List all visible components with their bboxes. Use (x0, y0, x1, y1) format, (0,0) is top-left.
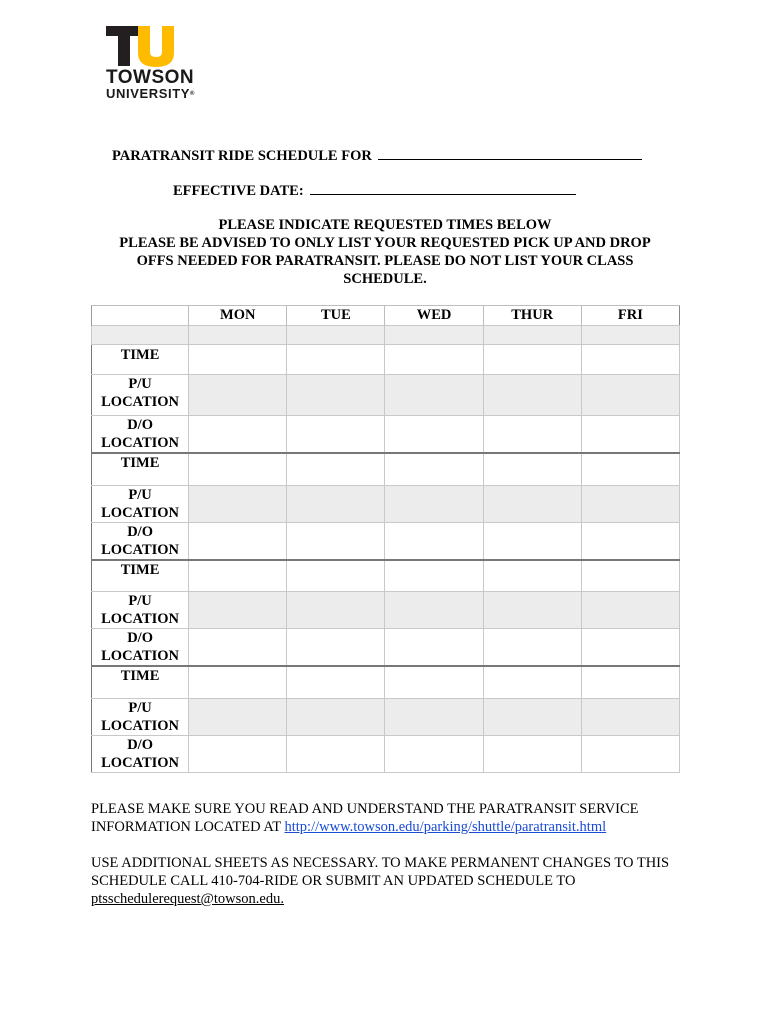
dropoff-cell-thur[interactable] (483, 629, 581, 667)
schedule-for-blank[interactable] (378, 145, 642, 160)
schedule-table (91, 305, 680, 773)
pickup-cell-wed[interactable] (385, 592, 483, 629)
time-cell-fri[interactable] (581, 345, 679, 375)
dropoff-cell-thur[interactable] (483, 416, 581, 454)
dropoff-location-label: D/O LOCATION (92, 416, 189, 454)
time-cell-fri[interactable] (581, 666, 679, 698)
pickup-location-label: P/U LOCATION (92, 698, 189, 735)
schedule-for-label: PARATRANSIT RIDE SCHEDULE FOR (112, 148, 372, 164)
table-row (92, 698, 680, 735)
header-mon: MON (189, 306, 287, 326)
schedule-email[interactable]: ptsschedulerequest@towson.edu. (91, 891, 284, 907)
table-row (92, 666, 680, 698)
time-cell-fri[interactable] (581, 453, 679, 485)
pickup-cell-tue[interactable] (287, 375, 385, 416)
pickup-cell-wed[interactable] (385, 698, 483, 735)
towson-logo (104, 24, 204, 101)
pickup-cell-thur[interactable] (483, 592, 581, 629)
dropoff-cell-wed[interactable] (385, 735, 483, 772)
pickup-cell-wed[interactable] (385, 485, 483, 522)
pickup-cell-thur[interactable] (483, 698, 581, 735)
dropoff-cell-thur[interactable] (483, 735, 581, 772)
time-cell-wed[interactable] (385, 345, 483, 375)
time-cell-tue[interactable] (287, 666, 385, 698)
dropoff-cell-tue[interactable] (287, 735, 385, 772)
dropoff-cell-tue[interactable] (287, 416, 385, 454)
pickup-cell-tue[interactable] (287, 485, 385, 522)
time-cell-mon[interactable] (189, 666, 287, 698)
pickup-cell-fri[interactable] (581, 698, 679, 735)
logo-name-line2: UNIVERSITY (106, 86, 191, 101)
table-row (92, 629, 680, 667)
instructions-line1: PLEASE INDICATE REQUESTED TIMES BELOW (218, 217, 552, 233)
dropoff-cell-mon[interactable] (189, 522, 287, 560)
table-row (92, 345, 680, 375)
time-label: TIME (92, 666, 189, 698)
pickup-cell-mon[interactable] (189, 485, 287, 522)
dropoff-cell-mon[interactable] (189, 735, 287, 772)
schedule-for-line (112, 145, 642, 165)
time-cell-wed[interactable] (385, 560, 483, 592)
pickup-cell-tue[interactable] (287, 592, 385, 629)
dropoff-cell-tue[interactable] (287, 522, 385, 560)
time-cell-fri[interactable] (581, 560, 679, 592)
paratransit-info-link[interactable]: http://www.towson.edu/parking/shuttle/paratransit.html (284, 819, 607, 835)
time-cell-thur[interactable] (483, 345, 581, 375)
time-label: TIME (92, 453, 189, 485)
header-tue: TUE (287, 306, 385, 326)
dropoff-cell-fri[interactable] (581, 735, 679, 772)
pickup-location-label: P/U LOCATION (92, 485, 189, 522)
table-row (92, 416, 680, 454)
dropoff-location-label: D/O LOCATION (92, 522, 189, 560)
time-cell-mon[interactable] (189, 560, 287, 592)
dropoff-location-label: D/O LOCATION (92, 629, 189, 667)
table-row (92, 735, 680, 772)
trademark-symbol: ® (190, 91, 196, 97)
time-label: TIME (92, 345, 189, 375)
tu-monogram-icon (104, 24, 184, 68)
pickup-cell-mon[interactable] (189, 592, 287, 629)
pickup-cell-wed[interactable] (385, 375, 483, 416)
dropoff-cell-fri[interactable] (581, 522, 679, 560)
dropoff-cell-wed[interactable] (385, 416, 483, 454)
time-cell-thur[interactable] (483, 666, 581, 698)
time-cell-tue[interactable] (287, 453, 385, 485)
time-cell-mon[interactable] (189, 345, 287, 375)
dropoff-cell-wed[interactable] (385, 629, 483, 667)
dropoff-cell-wed[interactable] (385, 522, 483, 560)
dropoff-location-label: D/O LOCATION (92, 735, 189, 772)
time-cell-tue[interactable] (287, 345, 385, 375)
time-cell-wed[interactable] (385, 453, 483, 485)
table-row (92, 375, 680, 416)
pickup-location-label: P/U LOCATION (92, 592, 189, 629)
time-label: TIME (92, 560, 189, 592)
header-fri: FRI (581, 306, 679, 326)
time-cell-tue[interactable] (287, 560, 385, 592)
pickup-cell-tue[interactable] (287, 698, 385, 735)
service-info-note (91, 800, 691, 836)
dropoff-cell-thur[interactable] (483, 522, 581, 560)
header-wed: WED (385, 306, 483, 326)
effective-date-line (173, 180, 576, 200)
table-row (92, 592, 680, 629)
pickup-cell-mon[interactable] (189, 375, 287, 416)
dropoff-cell-fri[interactable] (581, 629, 679, 667)
time-cell-thur[interactable] (483, 453, 581, 485)
pickup-cell-fri[interactable] (581, 485, 679, 522)
table-row (92, 485, 680, 522)
pickup-cell-thur[interactable] (483, 375, 581, 416)
table-row (92, 560, 680, 592)
instructions-block (100, 216, 670, 288)
dropoff-cell-tue[interactable] (287, 629, 385, 667)
dropoff-cell-fri[interactable] (581, 416, 679, 454)
header-thur: THUR (483, 306, 581, 326)
dropoff-cell-mon[interactable] (189, 629, 287, 667)
logo-wordmark (106, 68, 204, 101)
table-header-row (92, 306, 680, 326)
time-cell-thur[interactable] (483, 560, 581, 592)
dropoff-cell-mon[interactable] (189, 416, 287, 454)
table-row (92, 522, 680, 560)
header-blank (92, 306, 189, 326)
pickup-location-label: P/U LOCATION (92, 375, 189, 416)
additional-sheets-note (91, 854, 691, 908)
pickup-cell-fri[interactable] (581, 592, 679, 629)
table-row (92, 453, 680, 485)
spacer-row (92, 326, 680, 345)
time-cell-mon[interactable] (189, 453, 287, 485)
pickup-cell-thur[interactable] (483, 485, 581, 522)
additional-sheets-text: USE ADDITIONAL SHEETS AS NECESSARY. TO MAKE PERMANENT CHANGES TO THIS SCHEDULE CALL 410-704-RIDE OR SUBMIT AN UPDATED SCHEDULE TO (91, 855, 670, 889)
time-cell-wed[interactable] (385, 666, 483, 698)
effective-date-label: EFFECTIVE DATE: (173, 183, 304, 199)
effective-date-blank[interactable] (310, 180, 576, 195)
logo-name-line1: TOWSON (106, 67, 195, 88)
pickup-cell-fri[interactable] (581, 375, 679, 416)
instructions-line2: PLEASE BE ADVISED TO ONLY LIST YOUR REQUESTED PICK UP AND DROP OFFS NEEDED FOR PARATRANSIT. PLEASE DO NOT LIST YOUR CLASS SCHEDULE. (119, 235, 651, 287)
service-info-text: PLEASE MAKE SURE YOU READ AND UNDERSTAND THE PARATRANSIT SERVICE INFORMATION LOCATED AT (91, 801, 639, 835)
pickup-cell-mon[interactable] (189, 698, 287, 735)
